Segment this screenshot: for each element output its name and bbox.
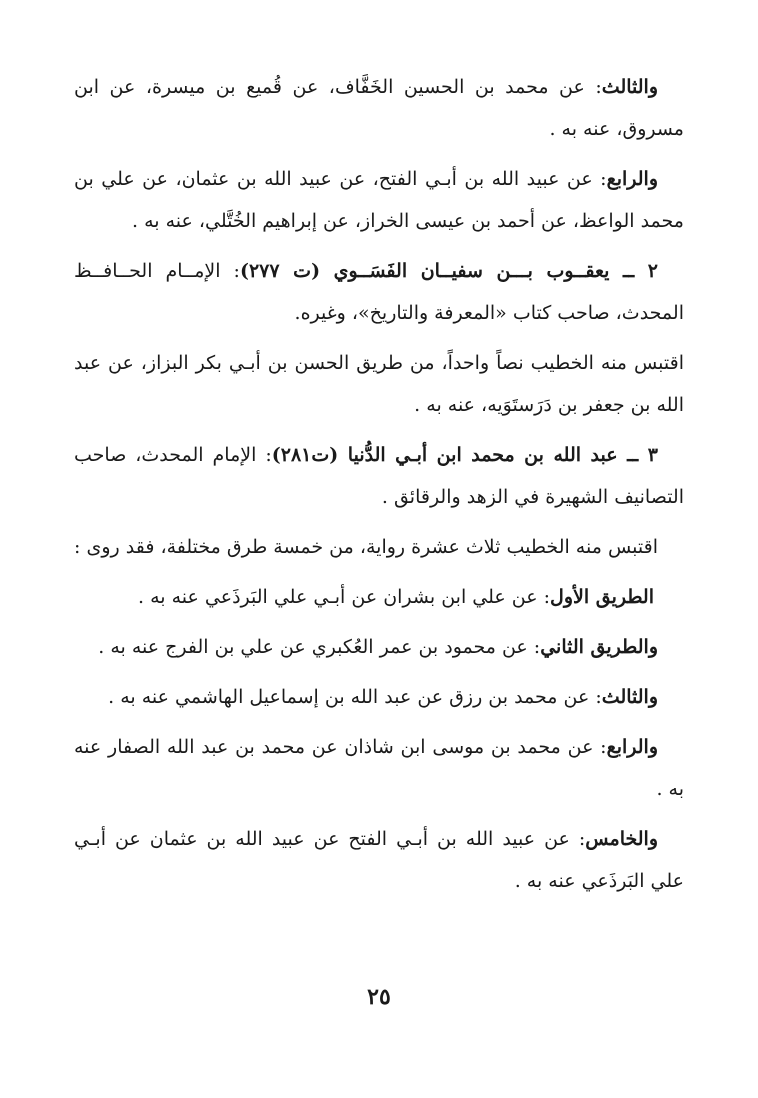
paragraph-lead: والرابع (606, 736, 658, 758)
paragraph-lead: والخامس (585, 828, 658, 850)
paragraph-text: : عن محمد بن رزق عن عبد الله بن إسماعيل الهاشمي عنه به . (108, 686, 602, 708)
paragraph-lead: الطريق الأول (550, 586, 654, 608)
paragraph-fourth-route-1 (74, 158, 684, 242)
paragraph-third-route-2 (74, 676, 684, 718)
paragraph-text: : الإمــام الحــافــظ المحدث، صاحب كتاب «المعرفة والتاريخ»، وغيره. (74, 260, 684, 324)
paragraph-lead: والرابع (606, 168, 658, 190)
paragraph-yaqub-heading (74, 250, 684, 334)
paragraph-text: اقتبس منه الخطيب ثلاث عشرة رواية، من خمسة طرق مختلفة، فقد روى : (74, 536, 658, 558)
paragraph-text: : الإمام المحدث، صاحب التصانيف الشهيرة في الزهد والرقائق . (74, 444, 684, 508)
page-number: ٢٥ (367, 984, 391, 1010)
paragraph-text: : عن عبيد الله بن أبـي الفتح عن عبيد الله بن عثمان عن أبـي علي البَرذَعي عنه به . (74, 828, 684, 892)
paragraph-yaqub-citation (74, 342, 684, 426)
paragraph-lead: والثالث (601, 686, 658, 708)
paragraph-lead: والطريق الثاني (540, 636, 658, 658)
text-block (74, 66, 684, 910)
paragraph-third-route-1 (74, 66, 684, 150)
paragraph-fourth-route-2 (74, 726, 684, 810)
paragraph-fifth-route (74, 818, 684, 902)
paragraph-text: : عن محمد بن موسى ابن شاذان عن محمد بن عبد الله الصفار عنه به . (74, 736, 684, 800)
paragraph-text: : عن عبيد الله بن أبـي الفتح، عن عبيد الله بن عثمان، عن علي بن محمد الواعظ، عن أحمد بن عيسى الخراز، عن إبراهيم الخُتَّلي، عنه به . (74, 168, 684, 232)
paragraph-second-route (74, 626, 684, 668)
paragraph-lead: ٣ ــ عبد الله بن محمد ابن أبـي الدُّنيا (ت٢٨١) (271, 444, 659, 466)
paragraph-ibn-abi-dunya-heading (74, 434, 684, 518)
paragraph-lead: ٢ ــ يعقــوب بـــن سفيــان الفَسَــوي (ت ٢٧٧) (239, 260, 658, 282)
paragraph-text: اقتبس منه الخطيب نصاً واحداً، من طريق الحسن بن أبـي بكر البزاز، عن عبد الله بن جعفر بن دَرَستَوَيه، عنه به . (74, 352, 684, 416)
paragraph-text: : عن محمد بن الحسين الخَفَّاف، عن قُميع بن ميسرة، عن ابن مسروق، عنه به . (74, 76, 684, 140)
paragraph-lead: والثالث (601, 76, 658, 98)
paragraph-text: : عن علي ابن بشران عن أبـي علي البَرذَعي عنه به . (138, 586, 551, 608)
paragraph-text: : عن محمود بن عمر العُكبري عن علي بن الفرج عنه به . (98, 636, 541, 658)
paragraph-ibn-abi-dunya-citation (74, 526, 684, 568)
paragraph-first-route (74, 576, 684, 618)
